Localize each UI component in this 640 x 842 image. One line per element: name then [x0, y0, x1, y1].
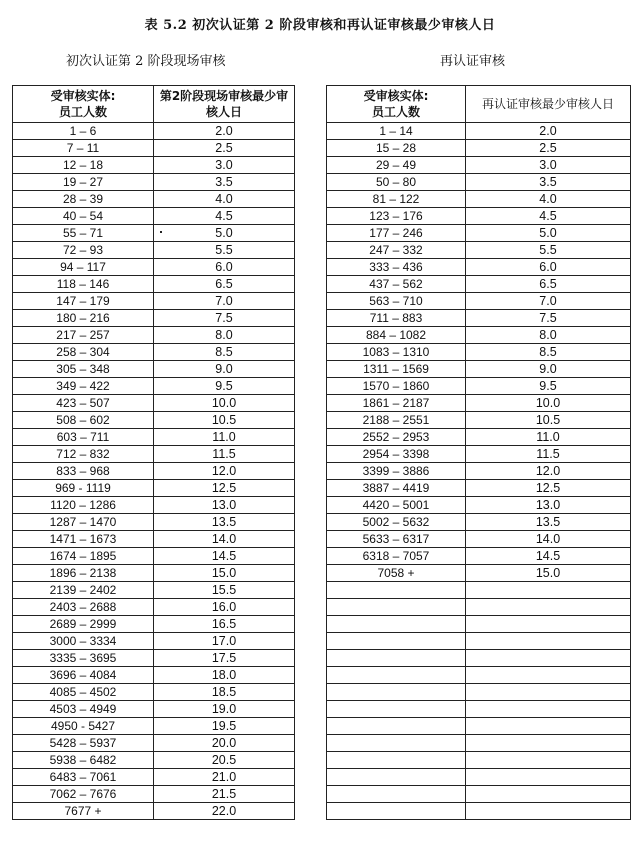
empty-cell: [466, 582, 631, 599]
employee-range-cell: 147 – 179: [13, 293, 154, 310]
audit-days-cell: 14.0: [154, 531, 295, 548]
employee-range-cell: 2139 – 2402: [13, 582, 154, 599]
empty-cell: [466, 667, 631, 684]
table-row: [327, 497, 631, 514]
audit-days-cell: 11.0: [154, 429, 295, 446]
employee-range-cell: 5002 – 5632: [327, 514, 466, 531]
audit-days-cell: 9.0: [466, 361, 631, 378]
table-row: [13, 497, 295, 514]
empty-cell: [327, 735, 466, 752]
table-row: [13, 735, 295, 752]
table-row: [13, 718, 295, 735]
empty-cell: [327, 786, 466, 803]
empty-cell: [327, 599, 466, 616]
employee-range-cell: 40 – 54: [13, 208, 154, 225]
empty-table-row: [327, 650, 631, 667]
empty-table-row: [327, 599, 631, 616]
audit-days-cell: 6.0: [154, 259, 295, 276]
audit-days-cell: 5.5: [154, 242, 295, 259]
table-row: [327, 412, 631, 429]
table-header-row: [327, 86, 631, 123]
empty-table-row: [327, 786, 631, 803]
table-header-row: [13, 86, 295, 123]
empty-cell: [466, 599, 631, 616]
table-row: [13, 310, 295, 327]
table-row: [13, 208, 295, 225]
audit-days-cell: 10.5: [154, 412, 295, 429]
employee-range-cell: 12 – 18: [13, 157, 154, 174]
audit-days-cell: 7.0: [466, 293, 631, 310]
empty-table-row: [327, 582, 631, 599]
employee-range-cell: 4503 – 4949: [13, 701, 154, 718]
employee-range-cell: 969 - 1119: [13, 480, 154, 497]
employee-range-cell: 7062 – 7676: [13, 786, 154, 803]
employee-range-cell: 94 – 117: [13, 259, 154, 276]
empty-cell: [327, 616, 466, 633]
audit-days-cell: 12.5: [466, 480, 631, 497]
audit-days-cell: 8.0: [466, 327, 631, 344]
employee-range-cell: 1287 – 1470: [13, 514, 154, 531]
table-row: [327, 480, 631, 497]
audit-days-cell: 18.0: [154, 667, 295, 684]
table-row: [13, 633, 295, 650]
employee-range-cell: 333 – 436: [327, 259, 466, 276]
employee-range-cell: 712 – 832: [13, 446, 154, 463]
table-row: [327, 276, 631, 293]
employee-range-cell: 15 – 28: [327, 140, 466, 157]
employee-range-cell: 258 – 304: [13, 344, 154, 361]
empty-cell: [466, 684, 631, 701]
empty-cell: [466, 718, 631, 735]
empty-table-row: [327, 769, 631, 786]
audit-days-cell: 9.5: [466, 378, 631, 395]
employee-count-header: 受审核实体: 员工人数: [327, 86, 466, 123]
scan-speck: [160, 231, 162, 233]
employee-range-cell: 1896 – 2138: [13, 565, 154, 582]
employee-range-cell: 50 – 80: [327, 174, 466, 191]
audit-days-cell: 2.5: [154, 140, 295, 157]
empty-cell: [466, 616, 631, 633]
employee-range-cell: 2954 – 3398: [327, 446, 466, 463]
table-row: [327, 344, 631, 361]
employee-range-cell: 4420 – 5001: [327, 497, 466, 514]
employee-range-cell: 118 – 146: [13, 276, 154, 293]
employee-range-cell: 3887 – 4419: [327, 480, 466, 497]
audit-days-cell: 3.5: [466, 174, 631, 191]
table-row: [13, 531, 295, 548]
employee-range-cell: 437 – 562: [327, 276, 466, 293]
empty-cell: [466, 803, 631, 820]
empty-cell: [466, 735, 631, 752]
audit-days-cell: 2.0: [466, 123, 631, 140]
audit-days-cell: 13.0: [466, 497, 631, 514]
empty-table-row: [327, 803, 631, 820]
table-row: [13, 667, 295, 684]
audit-days-cell: 3.5: [154, 174, 295, 191]
table-row: [327, 174, 631, 191]
employee-range-cell: 6318 – 7057: [327, 548, 466, 565]
audit-days-cell: 17.0: [154, 633, 295, 650]
audit-days-cell: 9.5: [154, 378, 295, 395]
table-row: [13, 412, 295, 429]
audit-days-cell: 6.5: [466, 276, 631, 293]
table-row: [13, 701, 295, 718]
empty-cell: [466, 650, 631, 667]
table-row: [327, 225, 631, 242]
audit-days-cell: 13.5: [154, 514, 295, 531]
employee-range-cell: 72 – 93: [13, 242, 154, 259]
table-row: [13, 378, 295, 395]
empty-table-row: [327, 718, 631, 735]
empty-cell: [327, 650, 466, 667]
min-audit-days-header: 第2阶段现场审核最少审核人日: [154, 86, 295, 123]
table-row: [13, 293, 295, 310]
table-row: [13, 548, 295, 565]
audit-days-cell: 16.5: [154, 616, 295, 633]
empty-cell: [327, 769, 466, 786]
audit-days-cell: 8.5: [154, 344, 295, 361]
recertification-section-title: 再认证审核: [440, 54, 506, 69]
table-row: [13, 803, 295, 820]
table-row: [327, 548, 631, 565]
audit-days-cell: 3.0: [154, 157, 295, 174]
table-row: [327, 378, 631, 395]
recertification-table: [326, 85, 631, 820]
audit-days-cell: 22.0: [154, 803, 295, 820]
table-row: [13, 684, 295, 701]
audit-days-cell: 17.5: [154, 650, 295, 667]
audit-days-cell: 10.0: [154, 395, 295, 412]
audit-days-cell: 4.5: [466, 208, 631, 225]
table-row: [327, 293, 631, 310]
audit-days-cell: 13.0: [154, 497, 295, 514]
employee-range-cell: 603 – 711: [13, 429, 154, 446]
table-row: [13, 480, 295, 497]
audit-days-cell: 9.0: [154, 361, 295, 378]
empty-cell: [327, 633, 466, 650]
audit-days-cell: 19.5: [154, 718, 295, 735]
empty-cell: [466, 769, 631, 786]
audit-days-cell: 8.5: [466, 344, 631, 361]
initial-stage2-section-title: 初次认证第 2 阶段现场审核: [66, 54, 226, 69]
audit-days-cell: 4.0: [466, 191, 631, 208]
audit-days-cell: 7.5: [154, 310, 295, 327]
empty-cell: [327, 752, 466, 769]
table-row: [13, 344, 295, 361]
empty-cell: [327, 701, 466, 718]
table-row: [13, 582, 295, 599]
table-row: [327, 361, 631, 378]
employee-range-cell: 1861 – 2187: [327, 395, 466, 412]
table-row: [13, 769, 295, 786]
audit-days-cell: 20.0: [154, 735, 295, 752]
employee-range-cell: 7 – 11: [13, 140, 154, 157]
employee-range-cell: 349 – 422: [13, 378, 154, 395]
audit-days-cell: 20.5: [154, 752, 295, 769]
table-row: [13, 140, 295, 157]
audit-days-cell: 10.5: [466, 412, 631, 429]
table-row: [13, 225, 295, 242]
table-row: [13, 514, 295, 531]
table-row: [327, 157, 631, 174]
audit-days-cell: 15.5: [154, 582, 295, 599]
employee-count-header: 受审核实体: 员工人数: [13, 86, 154, 123]
audit-days-cell: 4.0: [154, 191, 295, 208]
audit-days-cell: 14.5: [154, 548, 295, 565]
audit-days-cell: 14.5: [466, 548, 631, 565]
employee-range-cell: 55 – 71: [13, 225, 154, 242]
table-row: [13, 123, 295, 140]
audit-days-cell: 5.0: [154, 225, 295, 242]
audit-days-cell: 19.0: [154, 701, 295, 718]
empty-cell: [327, 667, 466, 684]
employee-range-cell: 1 – 6: [13, 123, 154, 140]
employee-range-cell: 2403 – 2688: [13, 599, 154, 616]
table-row: [327, 463, 631, 480]
audit-days-cell: 12.0: [154, 463, 295, 480]
employee-range-cell: 1471 – 1673: [13, 531, 154, 548]
audit-days-cell: 11.5: [154, 446, 295, 463]
table-row: [13, 327, 295, 344]
page-title: 表 5.2 初次认证第 2 阶段审核和再认证审核最少审核人日: [144, 18, 496, 33]
employee-range-cell: 5938 – 6482: [13, 752, 154, 769]
empty-table-row: [327, 752, 631, 769]
employee-range-cell: 217 – 257: [13, 327, 154, 344]
employee-range-cell: 305 – 348: [13, 361, 154, 378]
table-row: [13, 565, 295, 582]
employee-range-cell: 1083 – 1310: [327, 344, 466, 361]
empty-table-row: [327, 735, 631, 752]
table-row: [13, 599, 295, 616]
audit-days-cell: 2.5: [466, 140, 631, 157]
table-row: [327, 123, 631, 140]
audit-days-cell: 8.0: [154, 327, 295, 344]
empty-cell: [327, 684, 466, 701]
audit-days-cell: 5.0: [466, 225, 631, 242]
table-row: [13, 174, 295, 191]
empty-table-row: [327, 701, 631, 718]
employee-range-cell: 1 – 14: [327, 123, 466, 140]
table-row: [327, 429, 631, 446]
empty-cell: [327, 582, 466, 599]
employee-range-cell: 1674 – 1895: [13, 548, 154, 565]
empty-table-row: [327, 616, 631, 633]
employee-range-cell: 29 – 49: [327, 157, 466, 174]
empty-table-row: [327, 667, 631, 684]
table-row: [13, 259, 295, 276]
table-row: [327, 565, 631, 582]
employee-range-cell: 2188 – 2551: [327, 412, 466, 429]
table-row: [327, 191, 631, 208]
employee-range-cell: 508 – 602: [13, 412, 154, 429]
employee-range-cell: 6483 – 7061: [13, 769, 154, 786]
employee-range-cell: 19 – 27: [13, 174, 154, 191]
employee-range-cell: 247 – 332: [327, 242, 466, 259]
employee-range-cell: 2552 – 2953: [327, 429, 466, 446]
table-row: [327, 395, 631, 412]
employee-range-cell: 81 – 122: [327, 191, 466, 208]
audit-days-cell: 12.5: [154, 480, 295, 497]
empty-cell: [466, 786, 631, 803]
audit-days-cell: 3.0: [466, 157, 631, 174]
table-row: [327, 208, 631, 225]
table-row: [13, 446, 295, 463]
empty-cell: [466, 752, 631, 769]
employee-range-cell: 177 – 246: [327, 225, 466, 242]
audit-days-cell: 12.0: [466, 463, 631, 480]
table-row: [13, 429, 295, 446]
audit-days-cell: 6.5: [154, 276, 295, 293]
employee-range-cell: 123 – 176: [327, 208, 466, 225]
empty-cell: [466, 633, 631, 650]
table-row: [327, 514, 631, 531]
audit-days-cell: 11.0: [466, 429, 631, 446]
audit-days-cell: 7.5: [466, 310, 631, 327]
table-row: [13, 616, 295, 633]
audit-days-cell: 10.0: [466, 395, 631, 412]
initial-stage2-table: [12, 85, 295, 820]
employee-range-cell: 423 – 507: [13, 395, 154, 412]
employee-range-cell: 3399 – 3886: [327, 463, 466, 480]
empty-cell: [327, 803, 466, 820]
audit-days-cell: 21.5: [154, 786, 295, 803]
audit-days-cell: 5.5: [466, 242, 631, 259]
audit-days-cell: 14.0: [466, 531, 631, 548]
min-audit-days-header: 再认证审核最少审核人日: [466, 86, 631, 123]
audit-days-cell: 11.5: [466, 446, 631, 463]
audit-days-cell: 21.0: [154, 769, 295, 786]
table-row: [13, 157, 295, 174]
audit-days-cell: 15.0: [466, 565, 631, 582]
table-row: [327, 259, 631, 276]
employee-range-cell: 884 – 1082: [327, 327, 466, 344]
audit-days-cell: 2.0: [154, 123, 295, 140]
table-row: [13, 361, 295, 378]
table-row: [327, 310, 631, 327]
audit-days-cell: 7.0: [154, 293, 295, 310]
empty-table-row: [327, 684, 631, 701]
employee-range-cell: 563 – 710: [327, 293, 466, 310]
table-row: [13, 276, 295, 293]
employee-range-cell: 4085 – 4502: [13, 684, 154, 701]
table-row: [13, 650, 295, 667]
table-row: [327, 327, 631, 344]
employee-range-cell: 1311 – 1569: [327, 361, 466, 378]
employee-range-cell: 2689 – 2999: [13, 616, 154, 633]
table-row: [13, 786, 295, 803]
employee-range-cell: 3696 – 4084: [13, 667, 154, 684]
table-row: [327, 140, 631, 157]
empty-cell: [327, 718, 466, 735]
employee-range-cell: 5428 – 5937: [13, 735, 154, 752]
table-row: [327, 446, 631, 463]
table-row: [13, 242, 295, 259]
employee-range-cell: 7677 +: [13, 803, 154, 820]
audit-days-cell: 4.5: [154, 208, 295, 225]
empty-table-row: [327, 633, 631, 650]
employee-range-cell: 5633 – 6317: [327, 531, 466, 548]
employee-range-cell: 711 – 883: [327, 310, 466, 327]
audit-days-cell: 16.0: [154, 599, 295, 616]
employee-range-cell: 3000 – 3334: [13, 633, 154, 650]
table-row: [13, 395, 295, 412]
audit-days-cell: 6.0: [466, 259, 631, 276]
audit-days-cell: 18.5: [154, 684, 295, 701]
empty-cell: [466, 701, 631, 718]
employee-range-cell: 3335 – 3695: [13, 650, 154, 667]
table-row: [13, 463, 295, 480]
employee-range-cell: 4950 - 5427: [13, 718, 154, 735]
employee-range-cell: 1570 – 1860: [327, 378, 466, 395]
employee-range-cell: 28 – 39: [13, 191, 154, 208]
table-row: [327, 242, 631, 259]
audit-days-cell: 13.5: [466, 514, 631, 531]
table-row: [327, 531, 631, 548]
employee-range-cell: 1120 – 1286: [13, 497, 154, 514]
audit-days-cell: 15.0: [154, 565, 295, 582]
employee-range-cell: 833 – 968: [13, 463, 154, 480]
table-row: [13, 191, 295, 208]
employee-range-cell: 180 – 216: [13, 310, 154, 327]
employee-range-cell: 7058 +: [327, 565, 466, 582]
table-row: [13, 752, 295, 769]
